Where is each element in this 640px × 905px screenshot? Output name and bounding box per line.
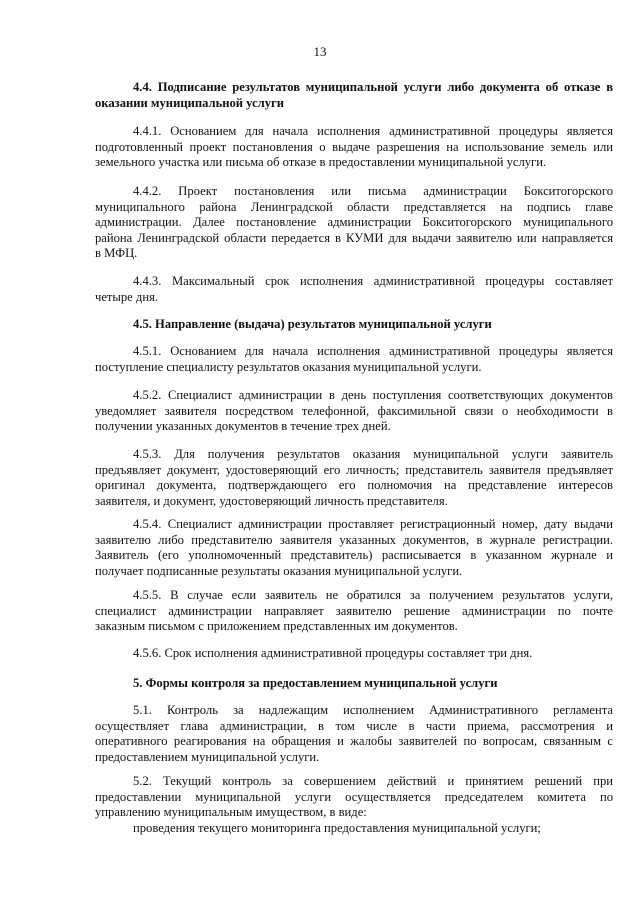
text-line: уведомляет заявителя посредством телефонной, факсимильной связи о необходимости в <box>95 403 613 418</box>
text-line: района Ленинградской области передается в КУМИ для выдачи заявителю или направляется <box>95 230 613 245</box>
paragraph-4-5-2 <box>95 388 613 435</box>
paragraph-4-5-3 <box>95 447 613 509</box>
paragraph-4-5-1 <box>95 344 613 375</box>
text-line: Заявитель (его уполномоченный представитель) расписывается в указанном журнале и <box>95 548 613 562</box>
heading-line: оказании муниципальной услуги <box>95 95 285 110</box>
text-line: в МФЦ. <box>95 246 138 260</box>
text-line: четыре дня. <box>95 289 159 304</box>
text-line: 4.4.2. Проект постановления или письма администрации Бокситогорского <box>133 184 613 198</box>
paragraph-4-5-6 <box>95 646 613 662</box>
paragraph-5-2 <box>95 774 613 836</box>
text-line: предъявляет документ, удостоверяющий его личность; представитель заявителя предъявляет <box>95 462 613 477</box>
text-line: проведения текущего мониторинга предоставления муниципальной услуги; <box>133 820 541 835</box>
text-line: поступление специалисту результатов оказания муниципальной услуги. <box>95 359 482 374</box>
text-line: 5.2. Текущий контроль за совершением действий и принятием решений при <box>133 774 613 788</box>
paragraph-4-5-4 <box>95 517 613 579</box>
text-line: муниципального района Ленинградской области представляется на подпись главе <box>95 199 613 214</box>
text-line: заявителю либо представителю заявителя указанных документов, в журнале регистрации. <box>95 532 613 547</box>
text-line: управлению муниципальным имуществом, в виде: <box>95 805 367 819</box>
text-line: 4.5.6. Срок исполнения административной процедуры составляет три дня. <box>133 646 533 660</box>
text-line: 5.1. Контроль за надлежащим исполнением Административного регламента <box>133 703 613 717</box>
text-line: заявителя, и документ, удостоверяющий личность представителя. <box>95 493 448 508</box>
section-heading-4-4 <box>95 80 613 111</box>
paragraph-4-5-5 <box>95 588 613 635</box>
text-line: осуществляет глава администрации, в том числе в части приема, рассмотрения и <box>95 718 613 733</box>
text-line: получении указанных документов в течение трех дней. <box>95 419 391 433</box>
paragraph-5-1 <box>95 703 613 765</box>
text-line: специалист администрации направляет заявителю решение администрации по почте <box>95 603 613 618</box>
text-line: 4.4.1. Основанием для начала исполнения административной процедуры является <box>133 124 613 138</box>
text-line: 4.5.3. Для получения результатов оказания муниципальной услуги заявитель <box>133 447 613 461</box>
paragraph-4-4-1 <box>95 124 613 171</box>
text-line: 4.4.3. Максимальный срок исполнения административной процедуры составляет <box>133 274 613 288</box>
section-heading-5 <box>95 676 613 692</box>
text-line: оперативного реагирования на обращения и жалобы заявителей по вопросам, связанным с <box>95 734 613 748</box>
section-heading-4-5 <box>95 317 613 333</box>
text-line: 4.5.4. Специалист администрации проставляет регистрационный номер, дату выдачи <box>133 517 613 531</box>
paragraph-4-4-2 <box>95 184 613 262</box>
text-line: 4.5.2. Специалист администрации в день поступления соответствующих документов <box>133 388 613 402</box>
heading-line: 5. Формы контроля за предоставлением муниципальной услуги <box>133 676 498 690</box>
text-line: предоставлением муниципальной услуги. <box>95 749 320 764</box>
text-line: заказным письмом с приложением представленных им документов. <box>95 619 458 633</box>
paragraph-4-4-3 <box>95 274 613 305</box>
text-line: предоставлении муниципальной услуги осуществляется председателем комитета по <box>95 789 613 804</box>
text-line: получает подписанные результаты оказания муниципальной услуги. <box>95 563 463 578</box>
text-line: 4.5.1. Основанием для начала исполнения административной процедуры является <box>133 344 613 358</box>
heading-line: 4.4. Подписание результатов муниципальной услуги либо документа об отказе в <box>133 80 613 94</box>
text-line: 4.5.5. В случае если заявитель не обратился за получением результатов услуги, <box>133 588 613 602</box>
text-line: оригинал документа, подтверждающего его полномочия на представление интересов <box>95 478 613 492</box>
page-number: 13 <box>313 44 327 59</box>
text-line: земельного участка или письма об отказе в предоставлении муниципальной услуги. <box>95 155 547 169</box>
text-line: подготовленный проект постановления о выдаче разрешения на использование земель или <box>95 139 613 154</box>
heading-line: 4.5. Направление (выдача) результатов муниципальной услуги <box>133 317 492 331</box>
text-line: администрации. Далее постановление администрации Бокситогорского муниципального <box>95 215 613 229</box>
